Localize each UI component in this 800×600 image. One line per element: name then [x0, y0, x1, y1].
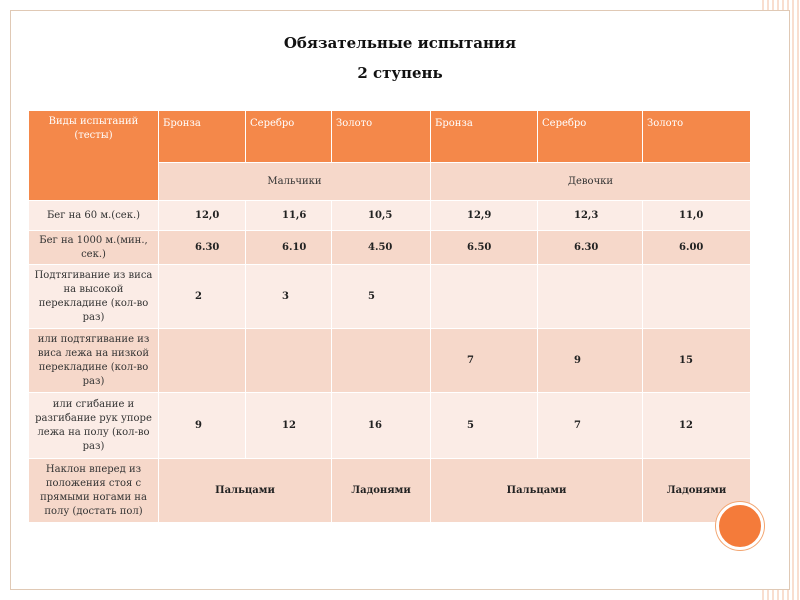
- row-label: или подтягивание из виса лежа на низкой перекладине (кол-во раз): [29, 329, 159, 393]
- cell-value: [246, 329, 332, 393]
- header-boys-gold: Золото: [332, 111, 431, 163]
- cell-value: 7: [431, 329, 538, 393]
- header-boys-bronze: Бронза: [159, 111, 246, 163]
- cell-value: Ладонями: [643, 459, 751, 523]
- header-girls-bronze: Бронза: [431, 111, 538, 163]
- header-boys-silver: Серебро: [246, 111, 332, 163]
- table-row: [29, 459, 751, 523]
- table-row: [29, 329, 751, 393]
- group-girls: Девочки: [431, 163, 751, 201]
- cell-value: 12,3: [538, 201, 643, 231]
- row-label: или сгибание и разгибание рук упоре лежа на полу (кол-во раз): [29, 393, 159, 459]
- cell-value: 3: [246, 265, 332, 329]
- cell-value: [159, 329, 246, 393]
- cell-value: 12: [643, 393, 751, 459]
- cell-value: [332, 329, 431, 393]
- cell-value: 10,5: [332, 201, 431, 231]
- header-tests: Виды испытаний (тесты): [29, 111, 159, 201]
- cell-value: 6.30: [159, 231, 246, 265]
- slide-title: Обязательные испытания: [283, 34, 517, 52]
- row-label: Бег на 60 м.(сек.): [29, 201, 159, 231]
- cell-value: [431, 265, 538, 329]
- cell-value: 15: [643, 329, 751, 393]
- header-row: [29, 111, 751, 163]
- cell-value: 12,9: [431, 201, 538, 231]
- cell-value: 6.30: [538, 231, 643, 265]
- decorative-circle: [716, 502, 764, 550]
- cell-value: 5: [332, 265, 431, 329]
- slide-subtitle: 2 ступень: [357, 64, 443, 82]
- cell-value: 16: [332, 393, 431, 459]
- cell-value: Пальцами: [159, 459, 332, 523]
- cell-value: [643, 265, 751, 329]
- cell-value: [538, 265, 643, 329]
- header-girls-gold: Золото: [643, 111, 751, 163]
- cell-value: 11,0: [643, 201, 751, 231]
- row-label: Бег на 1000 м.(мин., сек.): [29, 231, 159, 265]
- cell-value: 9: [159, 393, 246, 459]
- row-label: Подтягивание из виса на высокой перекладине (кол-во раз): [29, 265, 159, 329]
- cell-value: 2: [159, 265, 246, 329]
- cell-value: 12,0: [159, 201, 246, 231]
- cell-value: 5: [431, 393, 538, 459]
- cell-value: 6.50: [431, 231, 538, 265]
- cell-value: 7: [538, 393, 643, 459]
- cell-value: Ладонями: [332, 459, 431, 523]
- header-girls-silver: Серебро: [538, 111, 643, 163]
- cell-value: 12: [246, 393, 332, 459]
- cell-value: Пальцами: [431, 459, 643, 523]
- table-row: [29, 201, 751, 231]
- row-label: Наклон вперед из положения стоя с прямыми ногами на полу (достать пол): [29, 459, 159, 523]
- table-row: [29, 393, 751, 459]
- cell-value: 4.50: [332, 231, 431, 265]
- cell-value: 6.00: [643, 231, 751, 265]
- norms-table: [28, 110, 751, 523]
- cell-value: 6.10: [246, 231, 332, 265]
- group-boys: Мальчики: [159, 163, 431, 201]
- table-row: [29, 265, 751, 329]
- table-row: [29, 231, 751, 265]
- cell-value: 11,6: [246, 201, 332, 231]
- cell-value: 9: [538, 329, 643, 393]
